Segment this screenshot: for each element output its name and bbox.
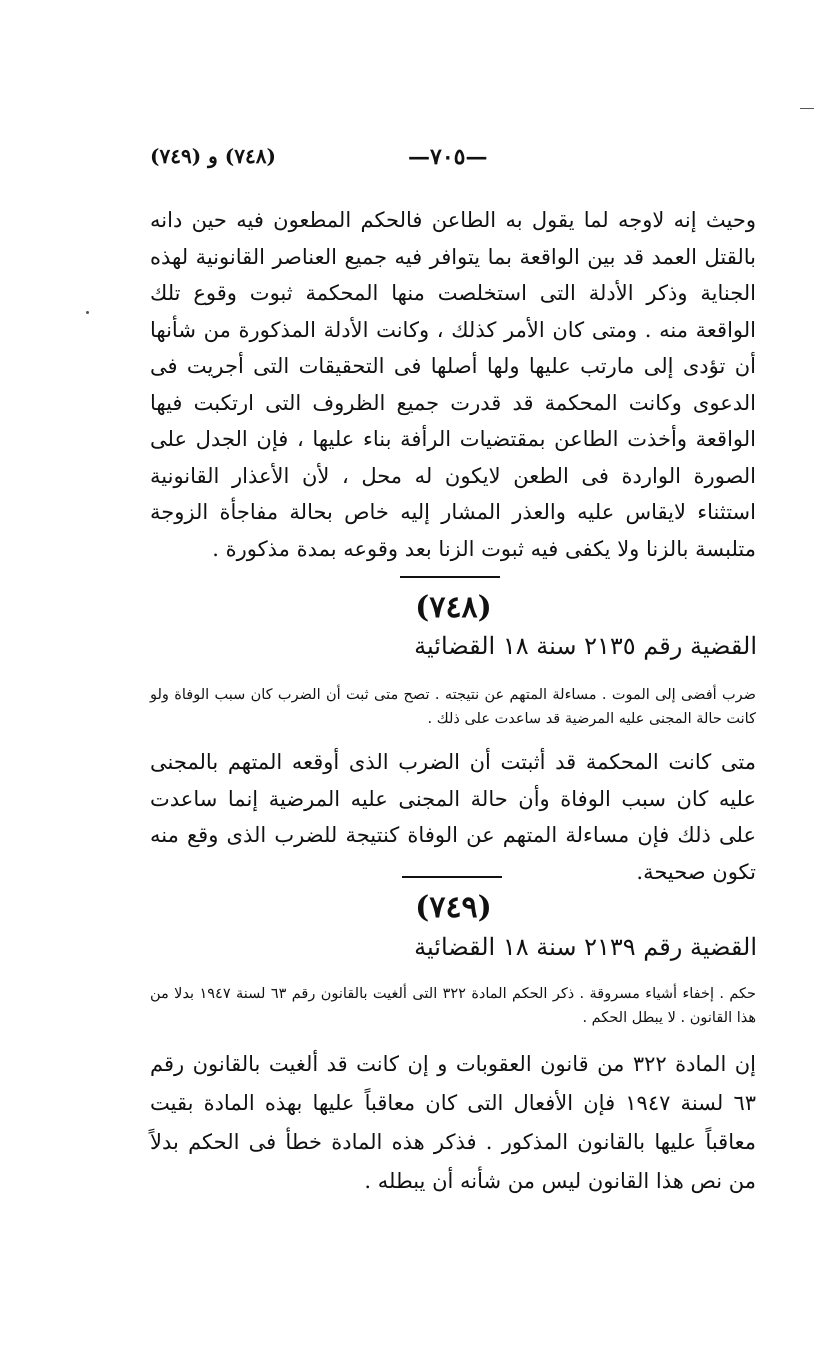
case-reference-range: (٧٤٨) و (٧٤٩) [150, 144, 276, 168]
ruling-paragraph: وحيث إنه لاوجه لما يقول به الطاعن فالحكم المطعون فيه حين دانه بالقتل العمد قد بين الواقعة بما يتوافر فيه جميع العناصر القانونية لهذه الجناية وذكر الأدلة التى استخلصت منها المحكمة ثبوت وقوع تلك الواقعة منه . ومتى كان الأمر كذلك ، وكانت الأدلة المذكورة من شأنها أن تؤدى إلى مارتب عليها ولها أصلها فى التحقيقات التى أجريت فى الدعوى وكانت المحكمة قد قدرت جميع الظروف التى ارتكبت فيها الواقعة وأخذت الطاعن بمقتضيات الرأفة بناء عليها ، فإن الجدل على الصورة الواردة فى الطعن لايكون له محل ، لأن الأعذار القانونية استثناء لايقاس عليه والعذر المشار إليه خاص بحالة مفاجأة الزوجة متلبسة بالزنا ولا يكفى فيه ثبوت الزنا بعد وقوعه بمدة مذكورة . [150, 208, 757, 561]
section-divider [400, 576, 500, 578]
page-number: —٧٠٥— [408, 144, 488, 170]
case-number: (٧٤٩) [415, 890, 492, 925]
case-number: (٧٤٨) [415, 590, 492, 625]
case-ruling: متى كانت المحكمة قد أثبتت أن الضرب الذى أوقعه المتهم بالمجنى عليه كان سبب الوفاة وأن حالة المجنى عليه المرضية إنما ساعدت على ذلك فإن مساءلة المتهم عن الوفاة كنتيجة للضرب الذى وقع منه تكون صحيحة. [150, 750, 756, 884]
case-summary: حكم . إخفاء أشياء مسروقة . ذكر الحكم المادة ٣٢٢ التى ألغيت بالقانون رقم ٦٣ لسنة ١٩٤٧ بدلا من هذا القانون . لا يبطل الحكم . [150, 986, 756, 1026]
case-summary: ضرب أفضى إلى الموت . مساءلة المتهم عن نتيجته . تصح متى ثبت أن الضرب كان سبب الوفاة ولو كانت حالة المجنى عليه المرضية قد ساعدت على ذلك . [150, 687, 756, 727]
section-divider [402, 876, 502, 878]
case-title: القضية رقم ٢١٣٥ سنة ١٨ القضائية [414, 632, 757, 660]
case-title: القضية رقم ٢١٣٩ سنة ١٨ القضائية [414, 933, 757, 961]
page-header [150, 140, 750, 180]
scan-speck [800, 108, 814, 109]
case-ruling: إن المادة ٣٢٢ من قانون العقوبات و إن كانت قد ألغيت بالقانون رقم ٦٣ لسنة ١٩٤٧ فإن الأفعال التى كان معاقباً عليها بهذه المادة بقيت معاقباً عليها بالقانون المذكور . فذكر هذه المادة خطأ فى الحكم بدلاً من نص هذا القانون ليس من شأنه أن يبطله . [150, 1052, 756, 1193]
scan-speck [86, 311, 89, 314]
